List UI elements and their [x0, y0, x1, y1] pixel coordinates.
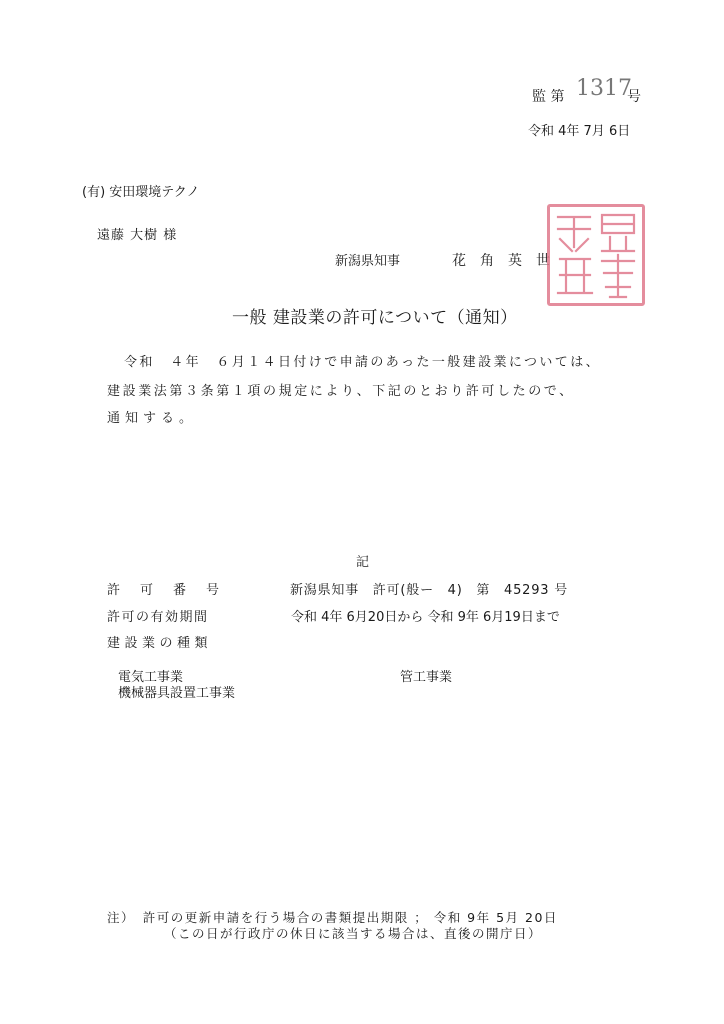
issue-date: 令和 4年 7月 6日 — [528, 124, 631, 139]
work-types-label: 建設業の種類 — [107, 636, 213, 651]
note-line-2: （この日が行政庁の休日に該当する場合は、直後の開庁日） — [164, 926, 543, 941]
document-title: 一般 建設業の許可について（通知） — [232, 308, 518, 328]
issuer-title: 新潟県知事 — [335, 254, 401, 269]
addressee-company: (有) 安田環境テクノ — [82, 185, 200, 200]
official-seal-stamp — [547, 204, 645, 306]
validity-label: 許可の有効期間 — [107, 610, 209, 625]
seal-glyphs — [550, 207, 642, 303]
work-type-item: 機械器具設置工事業 — [118, 686, 236, 701]
work-type-item: 電気工事業 — [118, 670, 184, 685]
addressee-name: 遠藤 大樹 様 — [97, 228, 178, 243]
permit-number-value: 新潟県知事 許可(般ー 4) 第 45293 号 — [290, 583, 569, 598]
record-heading: 記 — [356, 555, 370, 570]
permit-number-label: 許可番号 — [107, 583, 240, 598]
work-type-item: 管工事業 — [400, 670, 453, 685]
validity-value: 令和 4年 6月20日から 令和 9年 6月19日まで — [291, 610, 560, 625]
body-line-1: 令和 ４年 ６月１４日付けで申請のあった一般建設業については、 — [124, 355, 602, 370]
body-line-3: 通知する。 — [107, 411, 198, 426]
issuer-name: 花角英世 — [452, 253, 564, 269]
doc-number-prefix: 監 第 — [532, 89, 565, 105]
doc-number: 1317 — [576, 76, 632, 101]
note-line-1: 注） 許可の更新申請を行う場合の書類提出期限 ； 令和 9年 5月 20日 — [107, 910, 558, 925]
body-line-2: 建設業法第３条第１項の規定により、下記のとおり許可したので、 — [107, 384, 575, 399]
doc-number-suffix: 号 — [627, 89, 641, 105]
